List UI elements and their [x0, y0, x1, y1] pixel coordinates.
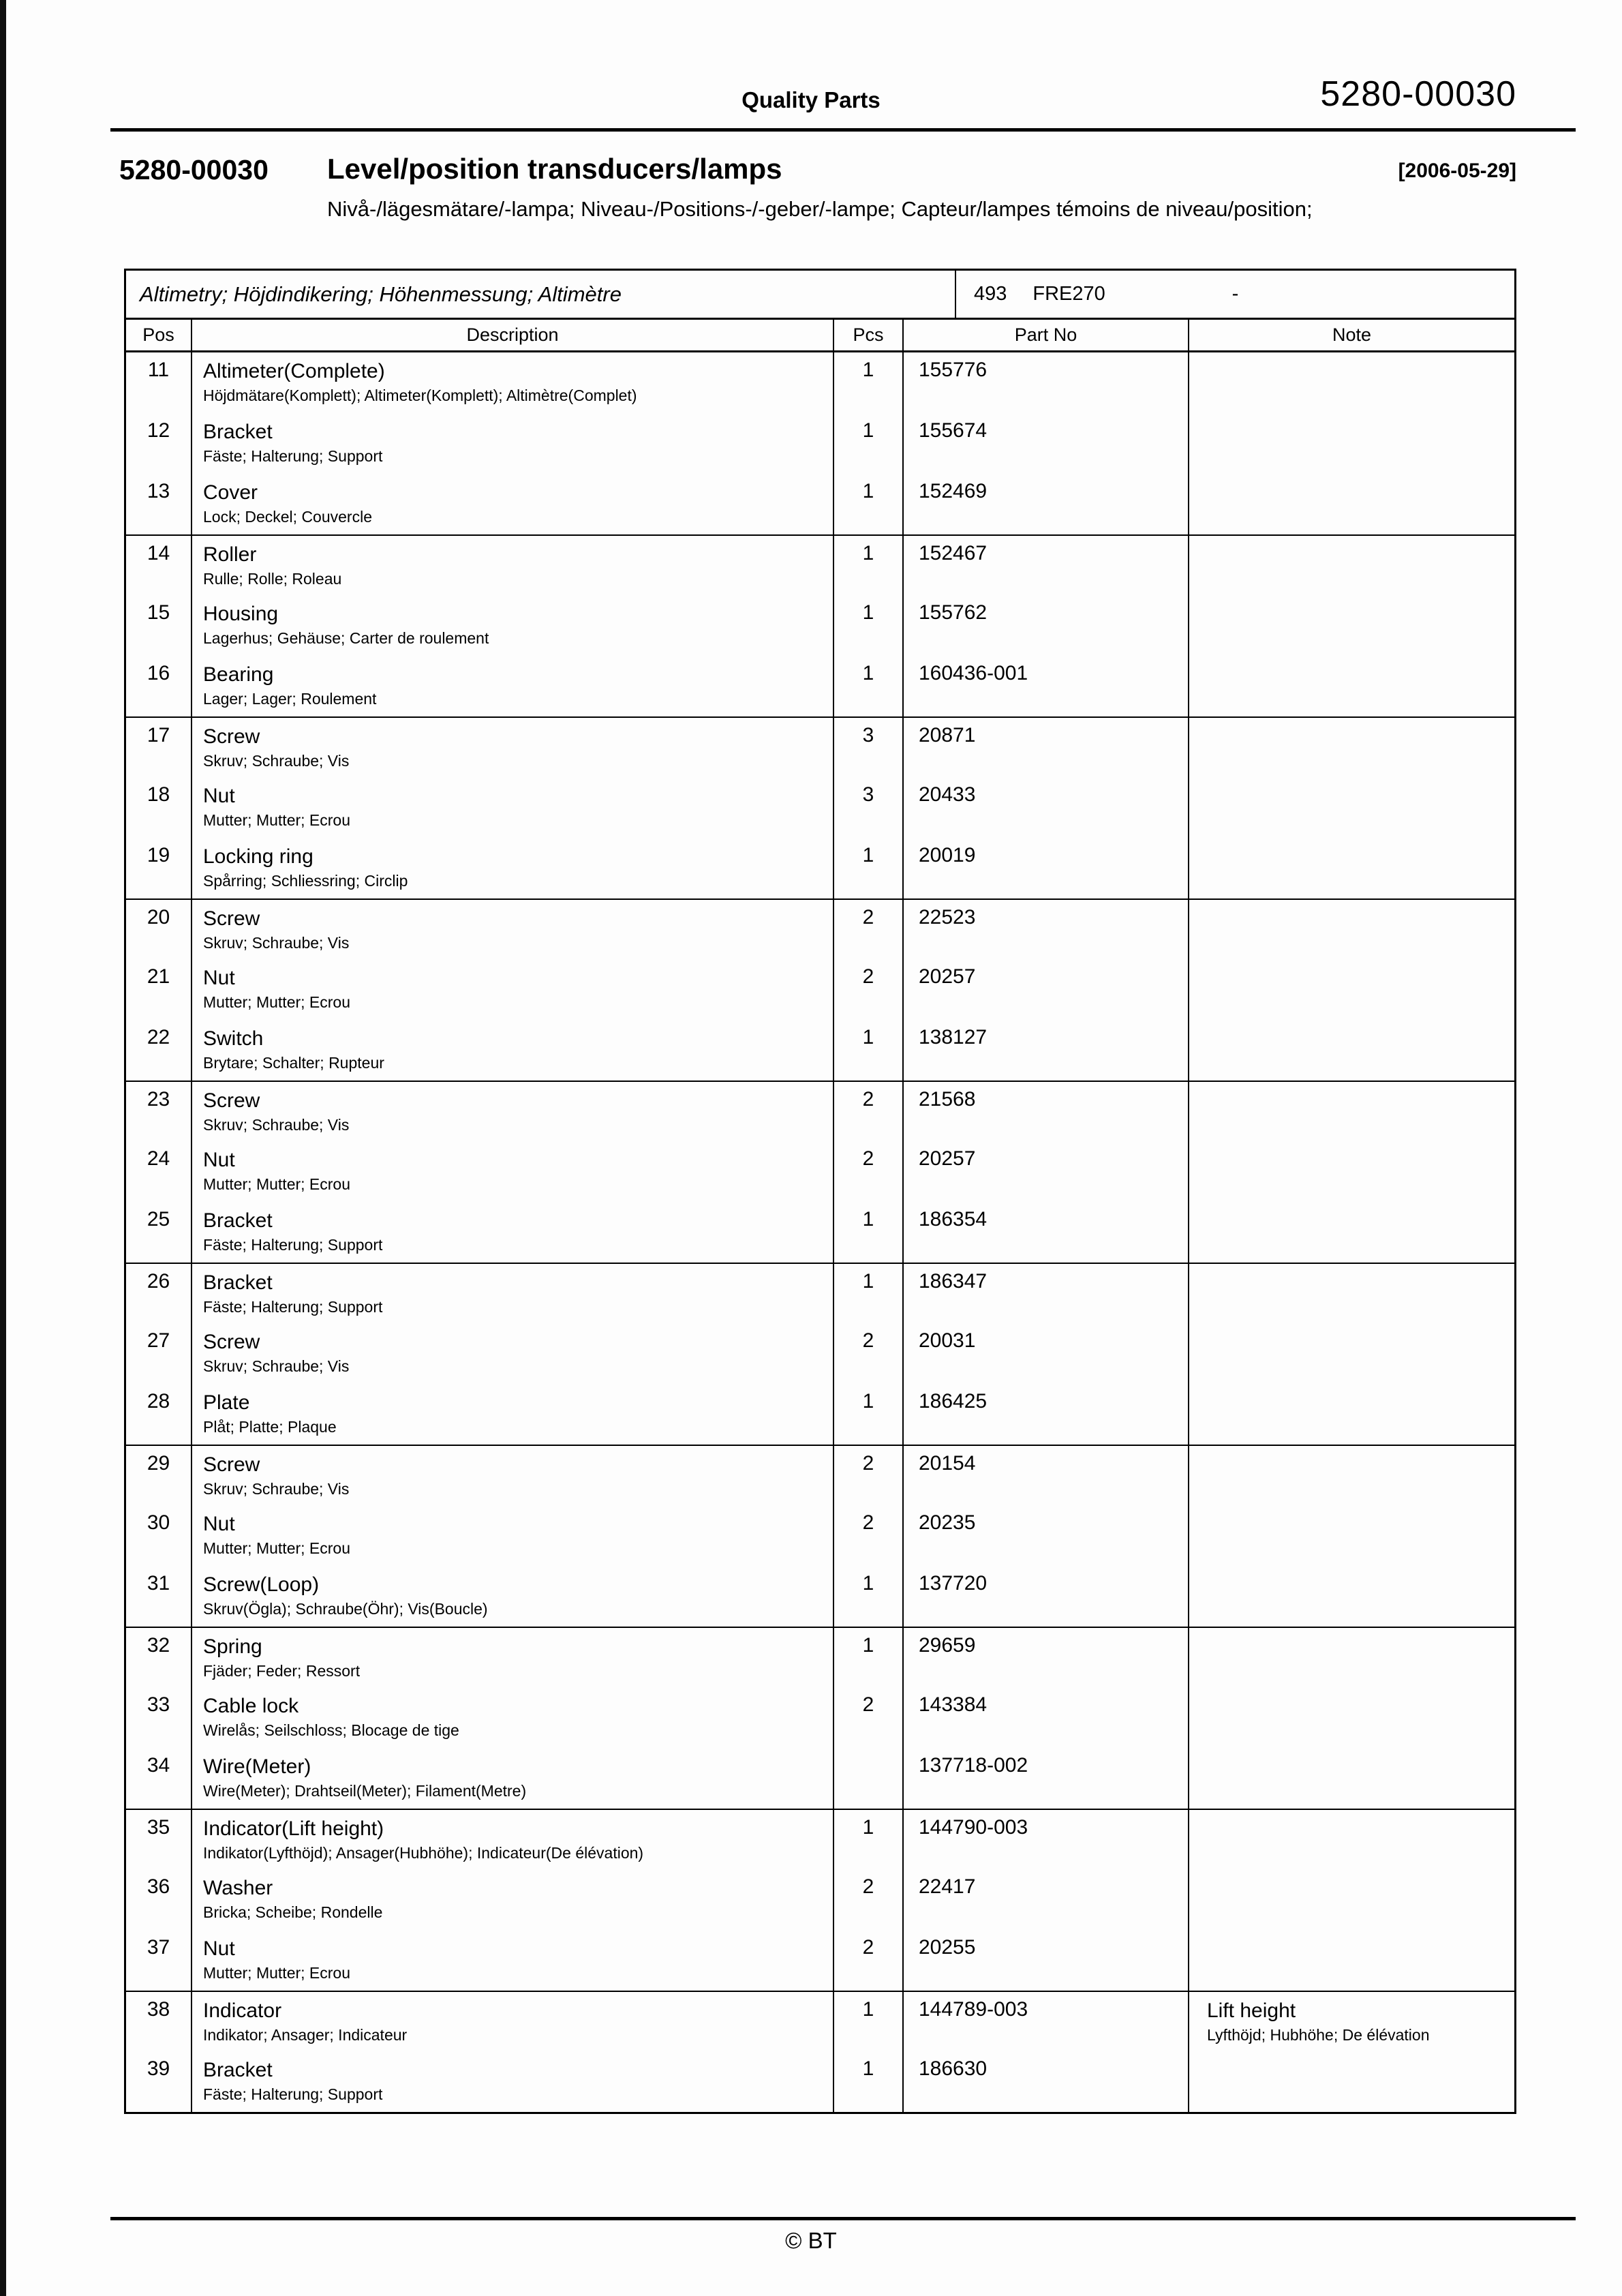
table-row — [126, 1930, 1514, 1991]
row-part-no: 20019 — [904, 838, 1189, 898]
row-description — [192, 1566, 834, 1627]
description-translations: Fjäder; Feder; Ressort — [203, 1662, 361, 1680]
row-part-no: 155776 — [904, 352, 1189, 413]
row-note — [1189, 838, 1514, 898]
row-part-no: 160436-001 — [904, 656, 1189, 716]
brand-header: Quality Parts — [741, 87, 881, 112]
row-pos: 15 — [126, 595, 192, 656]
row-note — [1189, 1384, 1514, 1445]
description-translations: Fäste; Halterung; Support — [203, 2085, 383, 2103]
table-row — [126, 716, 1514, 777]
row-part-no: 22417 — [904, 1869, 1189, 1930]
row-pcs: 1 — [834, 595, 904, 656]
row-description — [192, 718, 834, 777]
row-pcs: 2 — [834, 1869, 904, 1930]
row-note — [1189, 1202, 1514, 1263]
description-translations: Mutter; Mutter; Ecrou — [203, 1539, 351, 1557]
row-part-no: 20154 — [904, 1446, 1189, 1505]
doc-number-top-right: 5280-00030 — [1320, 74, 1516, 114]
row-part-no: 144789-003 — [904, 1992, 1189, 2051]
table-row — [126, 1081, 1514, 1141]
row-pos: 36 — [126, 1869, 192, 1930]
table-row — [126, 352, 1514, 413]
section-code: 493 — [974, 283, 1007, 305]
row-pos: 20 — [126, 900, 192, 959]
table-row — [126, 1505, 1514, 1566]
row-pos: 17 — [126, 718, 192, 777]
table-row — [126, 959, 1514, 1020]
description-translations: Spårring; Schliessring; Circlip — [203, 872, 408, 890]
row-pos: 18 — [126, 777, 192, 838]
description-main: Screw — [203, 1089, 260, 1112]
row-description — [192, 1082, 834, 1141]
row-description — [192, 1264, 834, 1323]
description-main: Cable lock — [203, 1695, 299, 1717]
row-pcs: 1 — [834, 1992, 904, 2051]
row-pos: 29 — [126, 1446, 192, 1505]
description-main: Nut — [203, 1149, 235, 1171]
row-note — [1189, 413, 1514, 474]
row-pcs: 1 — [834, 1810, 904, 1869]
row-pos: 26 — [126, 1264, 192, 1323]
row-pcs: 1 — [834, 352, 904, 413]
row-description — [192, 474, 834, 534]
row-pcs: 2 — [834, 959, 904, 1020]
row-part-no: 20257 — [904, 1141, 1189, 1202]
table-row — [126, 838, 1514, 898]
description-main: Switch — [203, 1027, 264, 1050]
row-description — [192, 1323, 834, 1384]
row-description — [192, 777, 834, 838]
row-description — [192, 1748, 834, 1809]
row-description — [192, 959, 834, 1020]
row-part-no: 21568 — [904, 1082, 1189, 1141]
doc-date: [2006-05-29] — [1398, 160, 1516, 182]
description-main: Bracket — [203, 1271, 273, 1294]
table-row — [126, 1384, 1514, 1445]
description-translations: Indikator; Ansager; Indicateur — [203, 2026, 408, 2044]
table-row — [126, 1445, 1514, 1505]
row-pos: 22 — [126, 1020, 192, 1081]
row-note — [1189, 352, 1514, 413]
row-pcs: 2 — [834, 1930, 904, 1991]
row-description — [192, 838, 834, 898]
description-translations: Mutter; Mutter; Ecrou — [203, 811, 351, 829]
row-part-no: 20255 — [904, 1930, 1189, 1991]
table-row — [126, 1991, 1514, 2051]
row-part-no: 155762 — [904, 595, 1189, 656]
row-part-no: 186425 — [904, 1384, 1189, 1445]
description-translations: Skruv; Schraube; Vis — [203, 1357, 350, 1375]
row-pcs: 1 — [834, 1202, 904, 1263]
description-translations: Skruv; Schraube; Vis — [203, 934, 350, 952]
row-part-no: 186347 — [904, 1264, 1189, 1323]
row-pos: 12 — [126, 413, 192, 474]
description-main: Screw — [203, 725, 260, 748]
description-main: Spring — [203, 1635, 262, 1658]
row-note — [1189, 1869, 1514, 1930]
row-pos: 33 — [126, 1687, 192, 1748]
table-row — [126, 1869, 1514, 1930]
row-note — [1189, 1141, 1514, 1202]
row-description — [192, 1505, 834, 1566]
row-note — [1189, 474, 1514, 534]
description-translations: Indikator(Lyfthöjd); Ansager(Hubhöhe); Indicateur(De élévation) — [203, 1844, 644, 1862]
row-part-no: 20871 — [904, 718, 1189, 777]
description-translations: Fäste; Halterung; Support — [203, 1236, 383, 1254]
row-part-no: 137720 — [904, 1566, 1189, 1627]
description-main: Indicator — [203, 1999, 282, 2022]
column-header-pcs: Pcs — [834, 320, 904, 350]
table-row — [126, 534, 1514, 595]
row-pos: 11 — [126, 352, 192, 413]
row-description — [192, 413, 834, 474]
table-row — [126, 1809, 1514, 1869]
row-pcs: 2 — [834, 1505, 904, 1566]
row-note — [1189, 656, 1514, 716]
description-main: Bracket — [203, 2059, 273, 2081]
row-note — [1189, 1992, 1514, 2051]
column-header-pos: Pos — [126, 320, 192, 350]
row-part-no: 152467 — [904, 536, 1189, 595]
row-pos: 27 — [126, 1323, 192, 1384]
row-pcs: 1 — [834, 474, 904, 534]
description-translations: Fäste; Halterung; Support — [203, 1298, 383, 1316]
page-title: Level/position transducers/lamps — [327, 153, 782, 185]
row-part-no: 186354 — [904, 1202, 1189, 1263]
description-main: Plate — [203, 1391, 250, 1414]
table-column-header — [126, 320, 1514, 352]
row-description — [192, 1446, 834, 1505]
description-translations: Skruv; Schraube; Vis — [203, 752, 350, 770]
description-main: Altimeter(Complete) — [203, 360, 385, 382]
description-main: Screw(Loop) — [203, 1573, 320, 1596]
row-part-no: 29659 — [904, 1628, 1189, 1687]
row-part-no: 20235 — [904, 1505, 1189, 1566]
description-main: Screw — [203, 1331, 260, 1353]
row-pcs: 2 — [834, 1323, 904, 1384]
row-note — [1189, 718, 1514, 777]
row-description — [192, 1202, 834, 1263]
row-description — [192, 595, 834, 656]
row-note — [1189, 1446, 1514, 1505]
row-note — [1189, 536, 1514, 595]
row-note — [1189, 959, 1514, 1020]
description-translations: Lock; Deckel; Couvercle — [203, 508, 372, 526]
table-row — [126, 413, 1514, 474]
row-pcs: 2 — [834, 1141, 904, 1202]
row-part-no: 20031 — [904, 1323, 1189, 1384]
description-main: Indicator(Lift height) — [203, 1817, 384, 1840]
row-pcs: 1 — [834, 1384, 904, 1445]
row-description — [192, 2051, 834, 2112]
table-row — [126, 1566, 1514, 1627]
column-header-description: Description — [192, 320, 834, 350]
row-pos: 34 — [126, 1748, 192, 1809]
description-main: Wire(Meter) — [203, 1755, 311, 1778]
row-description — [192, 1628, 834, 1687]
row-pcs: 1 — [834, 2051, 904, 2112]
row-part-no: 186630 — [904, 2051, 1189, 2112]
row-part-no: 155674 — [904, 413, 1189, 474]
description-translations: Lager; Lager; Roulement — [203, 690, 377, 708]
row-note — [1189, 1566, 1514, 1627]
description-translations: Wirelås; Seilschloss; Blocage de tige — [203, 1721, 459, 1739]
table-row — [126, 1263, 1514, 1323]
table-section-header — [126, 271, 1514, 320]
row-description — [192, 900, 834, 959]
description-main: Nut — [203, 967, 235, 989]
row-note — [1189, 1930, 1514, 1991]
section-ref: FRE270 — [1032, 283, 1105, 305]
description-main: Bearing — [203, 663, 274, 686]
page-subtitle: Nivå-/lägesmätare/-lampa; Niveau-/Positions-/-geber/-lampe; Capteur/lampes témoins de niveau/position; — [327, 197, 1313, 221]
top-rule — [110, 128, 1576, 132]
note-main: Lift height — [1207, 1999, 1296, 2022]
row-pos: 19 — [126, 838, 192, 898]
row-note — [1189, 1810, 1514, 1869]
row-pcs: 2 — [834, 1687, 904, 1748]
row-description — [192, 1930, 834, 1991]
row-pos: 14 — [126, 536, 192, 595]
row-pos: 32 — [126, 1628, 192, 1687]
description-translations: Mutter; Mutter; Ecrou — [203, 1175, 351, 1193]
row-pos: 25 — [126, 1202, 192, 1263]
row-part-no: 144790-003 — [904, 1810, 1189, 1869]
row-pcs: 1 — [834, 1020, 904, 1081]
table-row — [126, 1202, 1514, 1263]
row-pos: 30 — [126, 1505, 192, 1566]
description-main: Locking ring — [203, 845, 313, 868]
table-row — [126, 2051, 1514, 2112]
description-translations: Wire(Meter); Drahtseil(Meter); Filament(Metre) — [203, 1782, 527, 1800]
row-pos: 21 — [126, 959, 192, 1020]
row-part-no: 22523 — [904, 900, 1189, 959]
description-main: Nut — [203, 1937, 235, 1960]
row-description — [192, 1992, 834, 2051]
description-translations: Skruv; Schraube; Vis — [203, 1116, 350, 1134]
row-pos: 13 — [126, 474, 192, 534]
description-main: Nut — [203, 785, 235, 807]
description-main: Nut — [203, 1513, 235, 1535]
row-part-no: 152469 — [904, 474, 1189, 534]
row-pcs: 1 — [834, 656, 904, 716]
table-row — [126, 1687, 1514, 1748]
column-header-note: Note — [1332, 324, 1372, 345]
row-pcs: 1 — [834, 1628, 904, 1687]
description-translations: Fäste; Halterung; Support — [203, 447, 383, 465]
row-part-no: 138127 — [904, 1020, 1189, 1081]
table-row — [126, 474, 1514, 534]
table-row — [126, 777, 1514, 838]
row-description — [192, 1020, 834, 1081]
table-row — [126, 1748, 1514, 1809]
description-translations: Skruv; Schraube; Vis — [203, 1480, 350, 1498]
row-pcs: 3 — [834, 777, 904, 838]
table-row — [126, 1627, 1514, 1687]
description-translations: Brytare; Schalter; Rupteur — [203, 1054, 384, 1072]
row-pos: 28 — [126, 1384, 192, 1445]
description-translations: Plåt; Platte; Plaque — [203, 1418, 337, 1436]
table-row — [126, 1323, 1514, 1384]
row-description — [192, 1869, 834, 1930]
row-pcs: 2 — [834, 1082, 904, 1141]
row-pos: 24 — [126, 1141, 192, 1202]
row-description — [192, 1687, 834, 1748]
row-description — [192, 656, 834, 716]
row-pcs: 2 — [834, 900, 904, 959]
footer-rule — [110, 2217, 1576, 2220]
row-note — [1189, 1687, 1514, 1748]
row-part-no: 137718-002 — [904, 1748, 1189, 1809]
row-pos: 23 — [126, 1082, 192, 1141]
description-translations: Lagerhus; Gehäuse; Carter de roulement — [203, 629, 489, 647]
row-pos: 39 — [126, 2051, 192, 2112]
description-translations: Rulle; Rolle; Roleau — [203, 570, 342, 588]
table-row — [126, 595, 1514, 656]
row-part-no: 20257 — [904, 959, 1189, 1020]
description-translations: Skruv(Ögla); Schraube(Öhr); Vis(Boucle) — [203, 1600, 488, 1618]
section-header-right — [956, 271, 1514, 318]
row-pcs: 1 — [834, 413, 904, 474]
parts-table — [124, 269, 1516, 2114]
row-pcs: 1 — [834, 536, 904, 595]
footer-copyright: © BT — [785, 2228, 837, 2253]
row-pcs: 1 — [834, 1566, 904, 1627]
description-main: Cover — [203, 481, 258, 504]
row-note — [1189, 595, 1514, 656]
row-description — [192, 1141, 834, 1202]
row-description — [192, 536, 834, 595]
note-translations: Lyfthöjd; Hubhöhe; De élévation — [1207, 2026, 1430, 2044]
description-translations: Bricka; Scheibe; Rondelle — [203, 1903, 383, 1921]
table-row — [126, 1020, 1514, 1081]
description-main: Housing — [203, 603, 279, 625]
row-description — [192, 1384, 834, 1445]
row-pos: 35 — [126, 1810, 192, 1869]
row-pcs: 1 — [834, 838, 904, 898]
description-main: Screw — [203, 1453, 260, 1476]
row-pcs: 1 — [834, 1264, 904, 1323]
row-note — [1189, 777, 1514, 838]
row-part-no: 143384 — [904, 1687, 1189, 1748]
row-note — [1189, 900, 1514, 959]
column-header-part-no: Part No — [904, 320, 1189, 350]
row-pos: 31 — [126, 1566, 192, 1627]
row-part-no: 20433 — [904, 777, 1189, 838]
row-description — [192, 1810, 834, 1869]
row-note — [1189, 2051, 1514, 2112]
section-title: Altimetry; Höjdindikering; Höhenmessung; Altimètre — [126, 271, 956, 318]
description-translations: Höjdmätare(Komplett); Altimeter(Komplett); Altimètre(Complet) — [203, 387, 637, 404]
description-main: Roller — [203, 543, 257, 566]
description-main: Bracket — [203, 1209, 273, 1232]
row-note — [1189, 1505, 1514, 1566]
table-row — [126, 1141, 1514, 1202]
scan-edge-artifact — [0, 0, 6, 2296]
row-pcs: 2 — [834, 1446, 904, 1505]
row-note — [1189, 1748, 1514, 1809]
row-pos: 16 — [126, 656, 192, 716]
section-note: - — [1231, 283, 1239, 305]
description-translations: Mutter; Mutter; Ecrou — [203, 1964, 351, 1982]
row-note — [1189, 1323, 1514, 1384]
row-description — [192, 352, 834, 413]
doc-number: 5280-00030 — [119, 154, 269, 185]
row-note — [1189, 1628, 1514, 1687]
row-pos: 38 — [126, 1992, 192, 2051]
row-note — [1189, 1082, 1514, 1141]
row-note — [1189, 1264, 1514, 1323]
table-row — [126, 656, 1514, 716]
parts-table-body — [126, 352, 1514, 2112]
table-row — [126, 898, 1514, 959]
row-pcs: 3 — [834, 718, 904, 777]
description-translations: Mutter; Mutter; Ecrou — [203, 993, 351, 1011]
description-main: Screw — [203, 907, 260, 930]
row-pos: 37 — [126, 1930, 192, 1991]
row-note — [1189, 1020, 1514, 1081]
description-main: Washer — [203, 1877, 273, 1899]
description-main: Bracket — [203, 421, 273, 443]
row-pcs — [834, 1748, 904, 1809]
